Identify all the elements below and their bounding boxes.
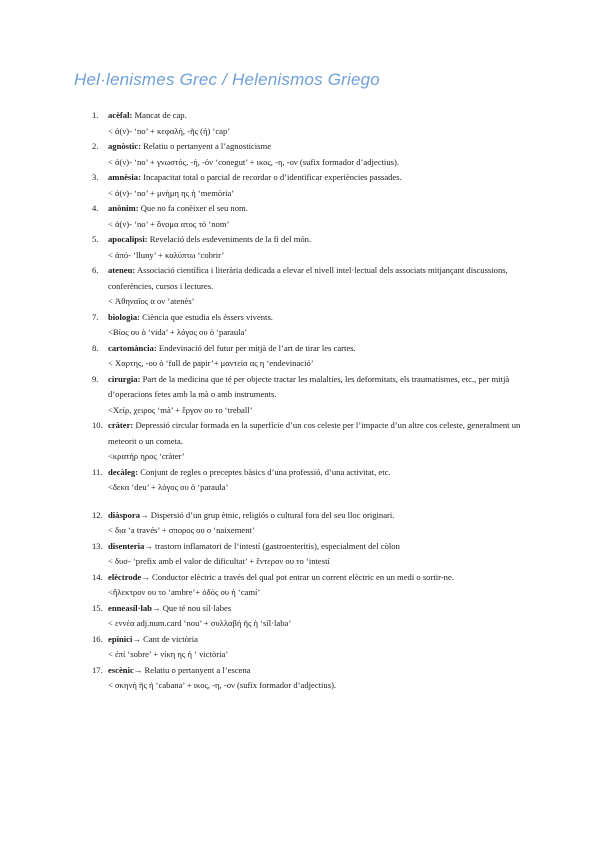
list-item [92, 232, 532, 263]
item-number: 3. [92, 172, 99, 182]
item-term: anònim: [108, 203, 139, 213]
item-definition: Mancat de cap. [134, 110, 187, 120]
glossary-list [92, 108, 532, 694]
item-term: cràter: [108, 420, 134, 430]
item-definition: Relatiu o pertanyent a l’agnosticisme [143, 141, 272, 151]
list-item [92, 570, 532, 601]
item-etymology: < δυσ- ‘prefix amb el valor de dificultat’ + ἔντερον ου το ‘intestí [108, 556, 330, 566]
list-item [92, 372, 532, 419]
item-term: escènic [108, 664, 134, 675]
item-etymology: < ἀ(ν)- ‘no’ + γνωστός, -ή, -όν ‘conegut’ + ικος, -η, -ον (sufix formador d’adjectius). [108, 156, 399, 167]
list-item [92, 170, 532, 201]
item-etymology: < ἐπί ‘sobre’ + νίκη ης ἡ ‘ victòria’ [108, 649, 229, 659]
item-term: apocalipsi: [108, 234, 148, 244]
item-etymology: < ἀπό- ‘lluny’ + καλύπτω ‘cobrir’ [108, 249, 225, 260]
item-etymology: < ἀ(ν)- ‘no’ + μνήμη ης ἡ ‘memòria’ [108, 187, 235, 198]
list-item [92, 108, 532, 139]
item-separator: → [133, 664, 145, 675]
item-number: 9. [92, 373, 99, 384]
item-etymology: < εννέα adj.num.card ‘nou’ + συλλαβή ῆς ἡ ‘síl·laba’ [108, 618, 292, 628]
item-etymology: <Χείρ, χειρος ‘mà’ + ἔργον ου το ‘treball’ [108, 404, 253, 415]
item-definition: Dispersió d’un grup ètnic, religiós o cultural fora del seu lloc originari. [150, 509, 395, 520]
item-separator: → [132, 633, 144, 644]
item-term: cartomància: [108, 342, 157, 353]
item-definition: Incapacitat total o parcial de recordar o d’identificar experiències passades. [143, 172, 402, 182]
item-definition: Endevinació del futur per mitjà de l’art de tirar les cartes. [158, 342, 356, 353]
item-definition: Part de la medicina que té per objecte tractar les malalties, les deformitats, els traumatismes, etc., per mitjà d’operacions fetes amb la mà o amb instruments. [108, 373, 510, 399]
item-term: epinici [108, 633, 133, 644]
list-item [92, 663, 532, 694]
item-definition: Cant de victòria [143, 633, 198, 644]
list-item [92, 139, 532, 170]
item-etymology: < Ἀθηναῖος α ον ‘atenès’ [108, 296, 195, 306]
item-number: 14. [92, 571, 103, 582]
item-definition: Conductor elèctric a través del qual pot entrar un corrent elèctric en un medi o sortir-ne. [152, 571, 454, 582]
item-definition: Conjunt de regles o preceptes bàsics d’una professió, d’una activitat, etc. [140, 466, 391, 477]
item-separator: → [141, 571, 152, 582]
list-item [92, 341, 532, 372]
item-number: 12. [92, 509, 103, 520]
item-term: ateneu: [108, 265, 136, 275]
list-item [92, 263, 532, 310]
list-item [92, 508, 532, 539]
item-number: 17. [92, 664, 103, 675]
item-separator: → [140, 509, 151, 520]
document-title: Hel·lenismes Grec / Helenismos Griego [74, 70, 380, 89]
list-item [92, 201, 532, 232]
item-term: amnèsia: [108, 172, 141, 182]
item-definition: Ciència que estudia els éssers vivents. [142, 311, 273, 322]
item-number: 10. [92, 420, 103, 430]
item-definition: Revelació dels esdeveniments de la fi del món. [149, 234, 312, 244]
item-number: 13. [92, 540, 103, 551]
item-term: enneasíl·lab [108, 602, 152, 613]
list-item [92, 632, 532, 663]
item-term: acèfal: [108, 110, 133, 120]
item-definition: Que té nou síl·labes [162, 602, 232, 613]
item-term: biologia: [108, 311, 140, 322]
item-term: decàleg: [108, 466, 139, 477]
item-etymology: < ἀ(ν)- ‘no’ + κεφαλή, -ῆς (ἡ) ‘cap’ [108, 125, 231, 136]
item-etymology: < δια ‘a través’ + σπορος ου ο ‘naixement’ [108, 525, 255, 535]
item-number: 2. [92, 141, 99, 151]
item-etymology: < ἀ(ν)- ‘no’ + ὄνομα ατος τό ‘nom’ [108, 218, 230, 229]
item-etymology: <δεκα ‘deu’ + λόγος ου ὁ ‘paraula’ [108, 482, 229, 492]
item-number: 4. [92, 203, 99, 213]
item-separator: → [151, 602, 163, 613]
item-etymology: <Βίος ου ὁ ‘vida’ + λόγος ου ὁ ‘paraula’ [108, 327, 248, 337]
list-item [92, 310, 532, 341]
item-number: 15. [92, 602, 103, 613]
item-number: 11. [92, 466, 103, 477]
item-term: diàspora [108, 509, 140, 520]
item-etymology: <κρατήρ ηρος ‘cràter’ [108, 451, 185, 461]
item-etymology: <ἤλεκτρον ου το ‘ambre’+ ὁδός ου ἡ ‘camí’ [108, 587, 261, 597]
item-term: cirurgia: [108, 373, 141, 384]
list-item [92, 539, 532, 570]
item-term: agnòstic: [108, 141, 141, 151]
item-etymology: < σκηνή ῆς ἡ ‘cabana’ + ικος, -η, -ον (sufix formador d’adjectius). [108, 680, 337, 690]
item-number: 7. [92, 311, 99, 322]
item-number: 16. [92, 633, 103, 644]
item-definition: trastorn inflamatori de l’intestí (gastroenteritis), especialment del còlon [155, 540, 400, 551]
item-term: disenteria [108, 540, 145, 551]
item-term: elèctrode [108, 571, 142, 582]
item-number: 1. [92, 110, 99, 120]
item-definition: Que no fa conèixer el seu nom. [140, 203, 248, 213]
item-definition: Associació científica i literària dedicada a elevar el nivell intel·lectual dels associats mitjançant discussions, conferències, cursos i lectures. [108, 265, 508, 291]
list-item [92, 465, 532, 496]
list-item [92, 601, 532, 632]
item-etymology: < Χαρτης, -ου ὁ ‘full de papir’+ μαντεία ας η ‘endevinació’ [108, 358, 314, 368]
item-definition: Depressió circular formada en la superfície d’un cos celeste per l’impacte d’un altre cos celeste, generalment un meteorit o un cometa. [108, 420, 521, 446]
item-separator: → [144, 540, 156, 551]
item-number: 6. [92, 265, 99, 275]
item-number: 8. [92, 342, 99, 353]
item-number: 5. [92, 234, 99, 244]
list-item [92, 418, 532, 465]
item-definition: Relatiu o pertanyent a l’escena [144, 664, 251, 675]
